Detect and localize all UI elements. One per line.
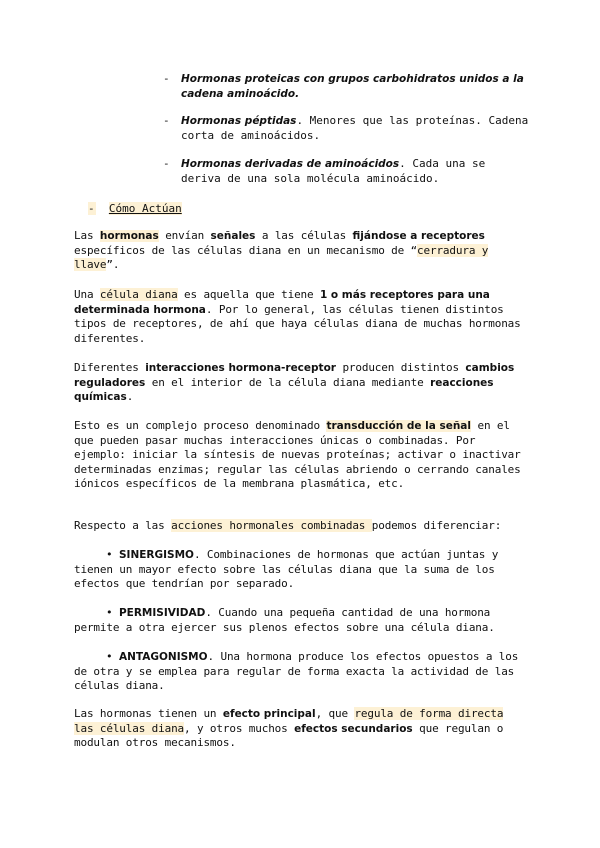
list-item	[181, 72, 531, 101]
list-item	[181, 157, 531, 186]
paragraph-hormonas: Las hormonas envían señales a las células fijándose a receptores específicos de las células diana en un mecanismo de “cerradura y llave”.	[74, 229, 489, 272]
bullet-text: . Combinaciones de hormonas que actúan juntas y tienen un mayor efecto sobre las células diana que la suma de los efectos que tendrían por separado.	[74, 548, 499, 591]
bullet-text: . Cuando una pequeña cantidad de una hormona permite a otra ejercer sus plenos efectos sobre una célula diana.	[74, 606, 495, 634]
list-dash: -	[163, 157, 170, 170]
paragraph-celula-diana: Una célula diana es aquella que tiene 1 o más receptores para una determinada hormona. Por lo general, las células tienen distintos tipos de receptores, de ahí que haya células diana de muchas hormonas diferentes.	[74, 288, 521, 345]
paragraph-efecto-principal: Las hormonas tienen un efecto principal, que regula de forma directa las células diana, y otros muchos efectos secundarios que regulan o modulan otros mecanismos.	[74, 707, 504, 750]
bullet-antagonismo	[74, 650, 526, 694]
bullet-sinergismo	[74, 548, 526, 592]
bullet-term: SINERGISMO	[118, 549, 194, 561]
bullet-permisividad	[74, 606, 526, 635]
paragraph-acciones: Respecto a las acciones hormonales combinadas podemos diferenciar:	[74, 519, 502, 532]
section-heading	[88, 202, 182, 216]
list-dash: -	[163, 114, 170, 127]
bullet-term: ANTAGONISMO	[118, 651, 208, 663]
paragraph-interacciones: Diferentes interacciones hormona-receptor producen distintos cambios reguladores en el interior de la célula diana mediante reacciones químicas.	[74, 361, 515, 404]
bullet-mark: •	[106, 548, 113, 561]
paragraph-transduccion: Esto es un complejo proceso denominado transducción de la señal en el que pueden pasar muchas interacciones únicas o combinadas. Por ejemplo: iniciar la síntesis de nuevas proteínas; activar o inactivar determinadas enzimas; regular las células abriendo o cerrando canales iónicos específicos de la membrana plasmática, etc.	[74, 419, 521, 491]
bullet-text: . Una hormona produce los efectos opuestos a los de otra y se emplea para regular de forma exacta la actividad de las células diana.	[74, 650, 519, 693]
heading-marker: -	[88, 202, 95, 215]
item-term: Hormonas derivadas de aminoácidos	[181, 158, 400, 170]
bullet-mark: •	[106, 650, 113, 663]
item-term: Hormonas proteicas con grupos carbohidratos unidos a la cadena aminoácido.	[181, 73, 524, 100]
item-term: Hormonas péptidas	[181, 115, 297, 127]
bullet-term: PERMISIVIDAD	[118, 607, 206, 619]
list-item	[181, 114, 531, 143]
list-dash: -	[163, 72, 170, 85]
item-text: . Menores que las proteínas. Cadena corta de aminoácidos.	[181, 114, 529, 142]
heading-title: Cómo Actúan	[108, 202, 182, 215]
item-text: . Cada una se deriva de una sola molécula aminoácido.	[181, 157, 486, 185]
bullet-mark: •	[106, 606, 113, 619]
